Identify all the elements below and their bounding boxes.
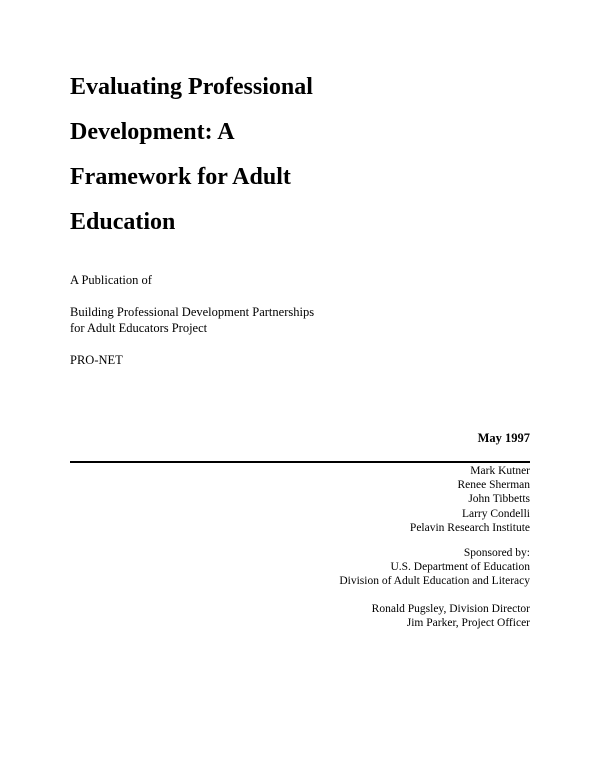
- author-name: Mark Kutner: [470, 465, 530, 477]
- title-line-3: Framework for Adult: [70, 164, 291, 190]
- title-line-4: Education: [70, 209, 176, 235]
- publication-label: A Publication of: [70, 273, 152, 287]
- officials-block: [372, 602, 530, 630]
- author-name: Renee Sherman: [457, 479, 530, 492]
- author-list: [410, 464, 530, 535]
- sponsor-label: Sponsored by:: [463, 547, 530, 559]
- official-name: Ronald Pugsley, Division Director: [371, 603, 530, 615]
- horizontal-rule: [70, 461, 530, 463]
- sponsor-department: U.S. Department of Education: [390, 561, 530, 574]
- author-organization: Pelavin Research Institute: [409, 521, 530, 534]
- sponsor-division: Division of Adult Education and Literacy: [339, 575, 530, 588]
- author-name: John Tibbetts: [468, 493, 530, 506]
- title-line-2: Development: A: [70, 119, 235, 145]
- project-line-1: Building Professional Development Partnerships: [70, 305, 315, 319]
- sponsor-block: [339, 546, 530, 589]
- pro-net-label: PRO-NET: [70, 353, 123, 367]
- publication-date: May 1997: [477, 431, 530, 445]
- author-name: Larry Condelli: [461, 507, 530, 520]
- official-name: Jim Parker, Project Officer: [406, 617, 530, 630]
- title-line-1: Evaluating Professional: [70, 74, 313, 100]
- project-line-2: for Adult Educators Project: [70, 321, 208, 335]
